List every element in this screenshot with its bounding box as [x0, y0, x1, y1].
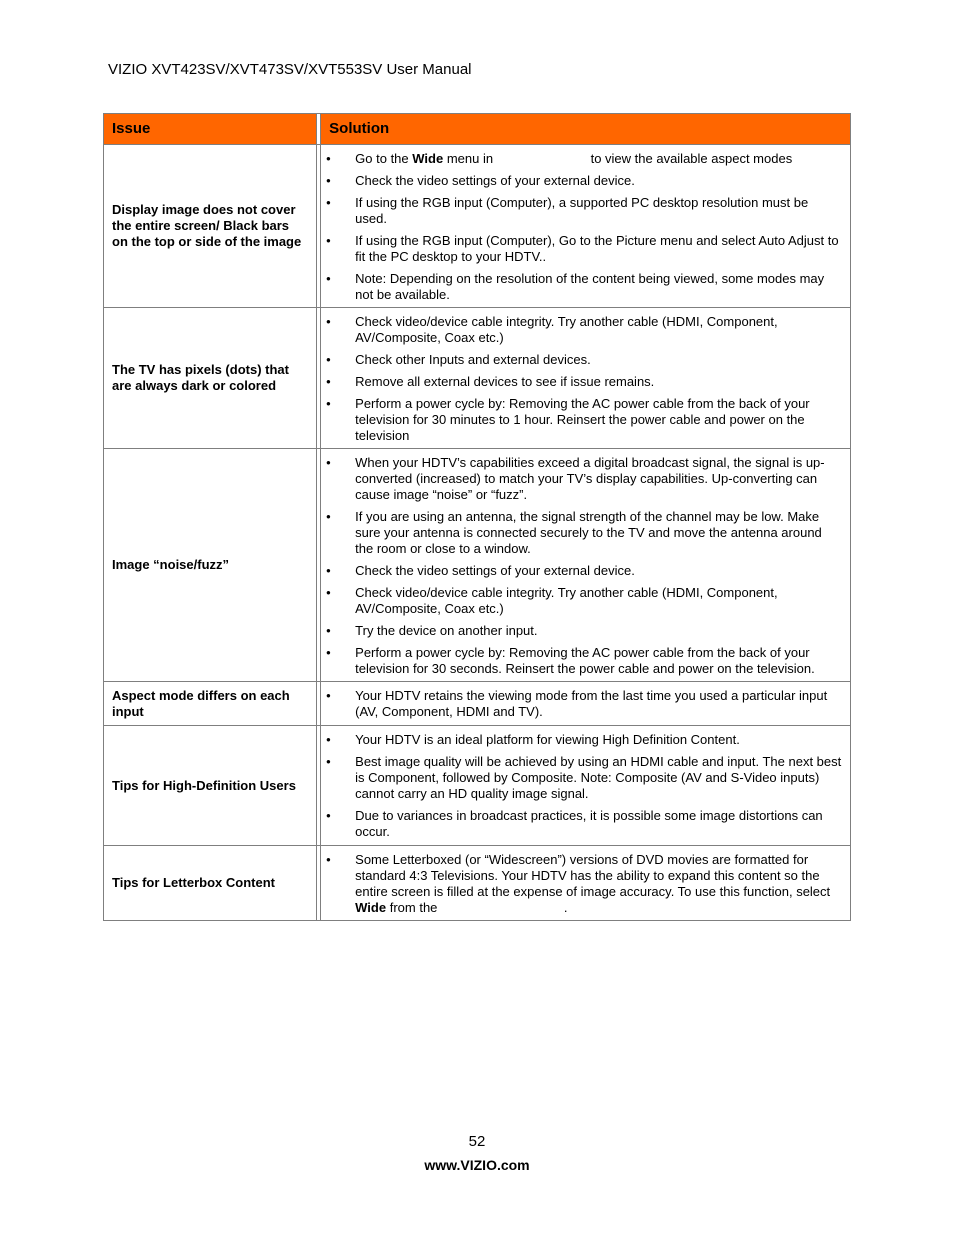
solution-item — [321, 852, 842, 916]
solution-text: If you are using an antenna, the signal strength of the channel may be low. Make sure your antenna is connected securely to the TV and move the antenna around the room or close to a window. — [355, 509, 822, 556]
solution-text: If using the RGB input (Computer), a supported PC desktop resolution must be used. — [355, 195, 809, 226]
solution-item — [321, 195, 842, 227]
solution-item — [321, 455, 842, 503]
solution-text: Your HDTV retains the viewing mode from the last time you used a particular input (AV, Component, HDMI and TV). — [355, 688, 828, 719]
table-row — [104, 846, 850, 920]
solution-list — [321, 314, 842, 444]
solution-text: Due to variances in broadcast practices, it is possible some image distortions can occur. — [355, 808, 823, 839]
column-header-issue: Issue — [104, 114, 317, 145]
page-number: 52 — [468, 1133, 486, 1150]
menu-keyword: Wide — [355, 900, 387, 915]
issue-cell: Display image does not cover the entire screen/ Black bars on the top or side of the image — [104, 145, 317, 308]
solution-list — [321, 732, 842, 840]
solution-item — [321, 352, 842, 368]
solution-item — [321, 314, 842, 346]
solution-cell — [321, 308, 850, 449]
solution-text: When your HDTV’s capabilities exceed a digital broadcast signal, the signal is up-converted (increased) to match your TV’s display capabilities. Up-converting can cause image “noise” or “fuzz”. — [355, 455, 825, 502]
footer-url: www.VIZIO.com — [424, 1157, 530, 1173]
issue-cell: Tips for High-Definition Users — [104, 726, 317, 846]
issue-cell: Tips for Letterbox Content — [104, 846, 317, 920]
solution-list — [321, 455, 842, 677]
solution-item — [321, 563, 842, 579]
solution-cell — [321, 846, 850, 920]
solution-text: Perform a power cycle by: Removing the AC power cable from the back of your television for 30 minutes to 1 hour. Reinsert the power cable and power on the television — [355, 396, 810, 443]
solution-item — [321, 233, 842, 265]
solution-text: Check other Inputs and external devices. — [355, 352, 591, 367]
solution-cell — [321, 726, 850, 846]
issue-cell: Image “noise/fuzz” — [104, 449, 317, 682]
solution-cell — [321, 682, 850, 726]
solution-text: Check the video settings of your external device. — [355, 563, 635, 578]
solution-item — [321, 645, 842, 677]
solution-text: Remove all external devices to see if issue remains. — [355, 374, 655, 389]
solution-text: menu in to view the available aspect modes — [443, 151, 793, 166]
solution-text: Go to the — [355, 151, 413, 166]
solution-text: Best image quality will be achieved by using an HDMI cable and input. The next best is Component, followed by Composite. Note: Composite (AV and S-Video inputs) cannot carry an HD quality image signal. — [355, 754, 842, 801]
solution-item — [321, 271, 842, 303]
solution-item — [321, 509, 842, 557]
solution-item — [321, 396, 842, 444]
solution-text: Check the video settings of your external device. — [355, 173, 635, 188]
solution-text: Note: Depending on the resolution of the content being viewed, some modes may not be available. — [355, 271, 825, 302]
solution-item — [321, 374, 842, 390]
solution-item — [321, 173, 842, 189]
solution-item — [321, 623, 842, 639]
table-row — [104, 682, 850, 726]
solution-text: from the . — [386, 900, 568, 915]
menu-keyword: Wide — [412, 151, 444, 166]
solution-text: If using the RGB input (Computer), Go to the Picture menu and select Auto Adjust to fit the PC desktop to your HDTV.. — [355, 233, 839, 264]
table-row — [104, 145, 850, 308]
column-header-solution: Solution — [321, 114, 850, 145]
solution-item — [321, 585, 842, 617]
troubleshooting-table — [103, 113, 851, 921]
document-header: VIZIO XVT423SV/XVT473SV/XVT553SV User Manual — [108, 61, 472, 78]
solution-item — [321, 732, 842, 748]
table-row — [104, 308, 850, 449]
solution-cell — [321, 449, 850, 682]
solution-text: Your HDTV is an ideal platform for viewing High Definition Content. — [355, 732, 740, 747]
solution-text: Perform a power cycle by: Removing the AC power cable from the back of your television for 30 seconds. Reinsert the power cable and power on the television. — [355, 645, 815, 676]
table-row — [104, 726, 850, 846]
solution-list — [321, 852, 842, 916]
solution-item — [321, 754, 842, 802]
solution-list — [321, 688, 842, 720]
solution-text: Try the device on another input. — [355, 623, 538, 638]
issue-cell: Aspect mode differs on each input — [104, 682, 317, 726]
solution-text: Check video/device cable integrity. Try another cable (HDMI, Component, AV/Composite, Coax etc.) — [355, 585, 778, 616]
issue-cell: The TV has pixels (dots) that are always dark or colored — [104, 308, 317, 449]
solution-cell — [321, 145, 850, 308]
solution-item — [321, 808, 842, 840]
solution-text: Check video/device cable integrity. Try another cable (HDMI, Component, AV/Composite, Coax etc.) — [355, 314, 778, 345]
solution-text: Some Letterboxed (or “Widescreen”) versions of DVD movies are formatted for standard 4:3 Televisions. Your HDTV has the ability to expand this content so the entire screen is filled at the expense of image accuracy. To use this function, select — [355, 852, 831, 899]
solution-item — [321, 151, 842, 167]
solution-list — [321, 151, 842, 303]
table-row — [104, 449, 850, 682]
table-header-row — [104, 114, 850, 145]
solution-item — [321, 688, 842, 720]
